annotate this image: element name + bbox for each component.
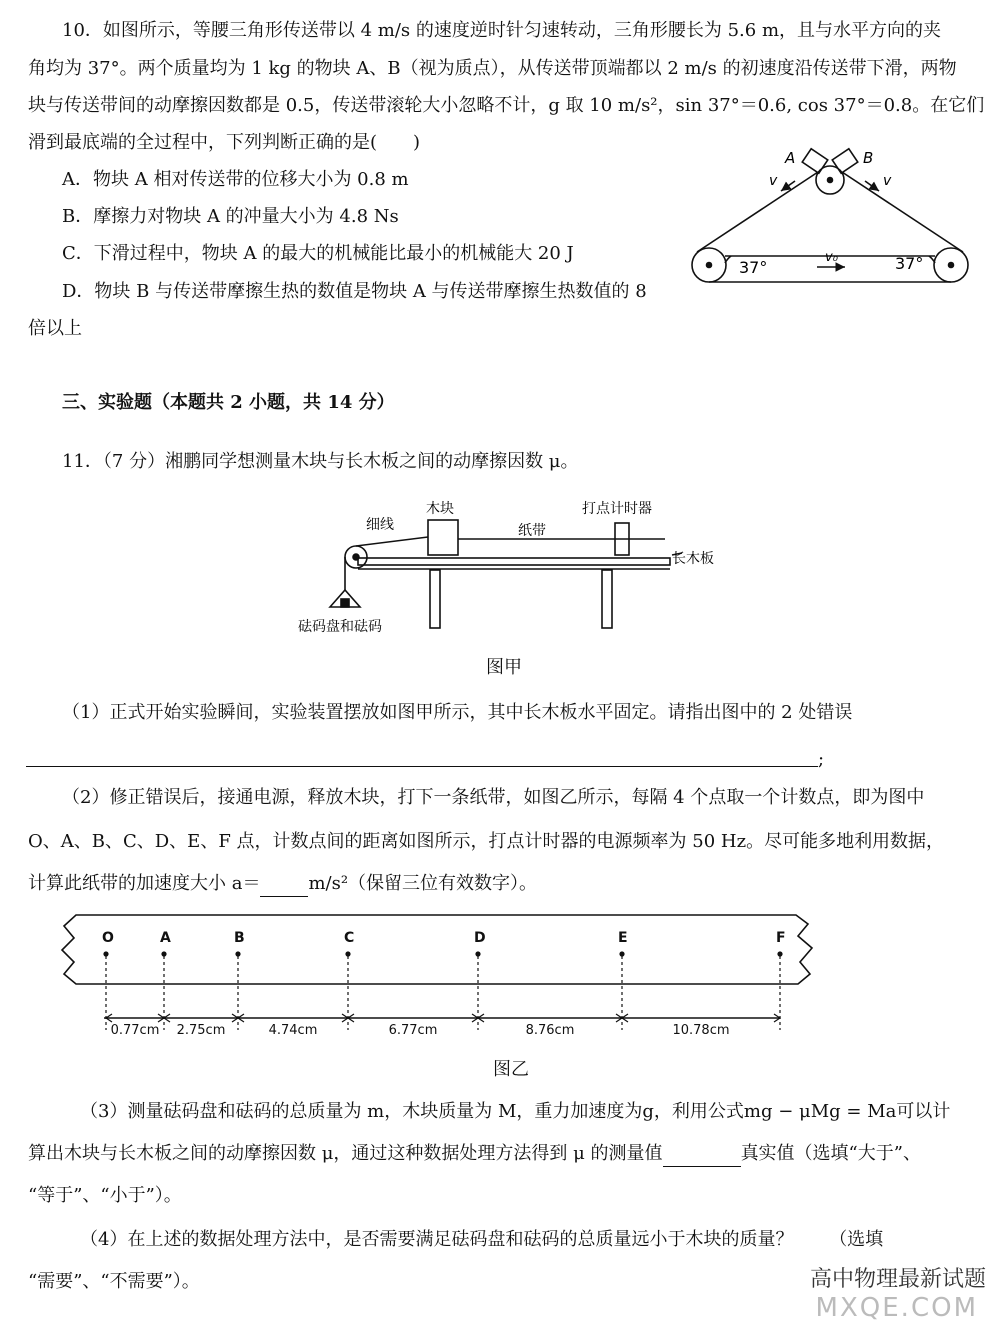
q11-p2-line3 bbox=[28, 872, 537, 897]
q11-p3-line2-a: 算出木块与长木板之间的动摩擦因数 μ，通过这种数据处理方法得到 μ 的测量值 bbox=[28, 1143, 663, 1164]
q11-p1-line1: （1）正式开始实验瞬间，实验装置摆放如图甲所示，其中长木板水平固定。请指出图中的 2 处错误 bbox=[62, 702, 853, 723]
tape-label-O: O bbox=[102, 930, 114, 946]
q11-p2-line3-b: m/s²（保留三位有效数字）。 bbox=[308, 873, 538, 894]
tape-label-B: B bbox=[234, 930, 245, 946]
table-leg-right bbox=[602, 570, 612, 628]
q11-p2-line3-a: 计算此纸带的加速度大小 a＝ bbox=[28, 873, 261, 894]
label-thread: 细线 bbox=[366, 517, 394, 533]
block-b bbox=[832, 149, 858, 173]
label-b: B bbox=[863, 149, 874, 167]
tape-distance-1: 2.75cm bbox=[176, 1023, 226, 1038]
table-leg-left bbox=[430, 570, 440, 628]
label-v-left: v bbox=[769, 173, 778, 189]
section-3-heading: 三、实验题（本题共 2 小题，共 14 分） bbox=[62, 392, 395, 413]
tape-point-A bbox=[162, 952, 166, 956]
q11-p2-line1: （2）修正错误后，接通电源，释放木块，打下一条纸带，如图乙所示，每隔 4 个点取一个计数点，即为图中 bbox=[62, 787, 925, 808]
apparatus-figure bbox=[290, 495, 730, 645]
long-board bbox=[358, 558, 670, 565]
answer-blank-1[interactable] bbox=[26, 766, 818, 767]
q11-p4-line1-text: （4）在上述的数据处理方法中，是否需要满足砝码盘和砝码的总质量远小于木块的质量？ bbox=[80, 1229, 794, 1250]
q11-p2-line2: O、A、B、C、D、E、F 点，计数点间的距离如图所示，打点计时器的电源频率为 50 Hz。尽可能多地利用数据， bbox=[28, 831, 945, 852]
q10-option-c: C．下滑过程中，物块 A 的最大的机械能比最小的机械能大 20 J bbox=[62, 243, 574, 264]
tape-distance-0: 0.77cm bbox=[110, 1023, 160, 1038]
q10-option-b: B．摩擦力对物块 A 的冲量大小为 4.8 Ns bbox=[62, 206, 399, 227]
watermark-text: 高中物理最新试题 bbox=[809, 1267, 986, 1292]
tape-figure bbox=[56, 912, 836, 1042]
label-timer: 打点计时器 bbox=[582, 501, 652, 517]
wood-block bbox=[428, 520, 458, 555]
q10-option-d-cont: 倍以上 bbox=[28, 318, 82, 339]
q10-line-3: 块与传送带间的动摩擦因数都是 0.5，传送带滚轮大小忽略不计，g 取 10 m/s²，sin 37°＝0.6, cos 37°＝0.8。在它们 bbox=[28, 95, 985, 116]
q11-p4-tail: （选填 bbox=[829, 1229, 884, 1250]
tape-label-A: A bbox=[160, 930, 171, 946]
q11-p4-line2: “需要”、“不需要”）。 bbox=[28, 1271, 200, 1292]
label-tape: 纸带 bbox=[518, 523, 546, 539]
label-v0: v₀ bbox=[825, 250, 838, 265]
block-a bbox=[802, 149, 828, 173]
tape-distance-3: 6.77cm bbox=[388, 1023, 438, 1038]
tape-point-D bbox=[476, 952, 480, 956]
q11-p3-line3: “等于”、“小于”）。 bbox=[28, 1185, 182, 1206]
tape-point-E bbox=[620, 952, 624, 956]
figure-b-caption: 图乙 bbox=[493, 1059, 529, 1080]
angle-left: 37° bbox=[739, 258, 768, 277]
tape-label-F: F bbox=[776, 930, 786, 946]
q10-option-a: A．物块 A 相对传送带的位移大小为 0.8 m bbox=[62, 169, 409, 190]
q11-intro: 11．（7 分）湘鹏同学想测量木块与长木板之间的动摩擦因数 μ。 bbox=[62, 451, 579, 472]
q11-p3-line2 bbox=[28, 1142, 921, 1167]
q10-line-2: 角均为 37°。两个质量均为 1 kg 的物块 A、B（视为质点），从传送带顶端都以 2 m/s 的初速度沿传送带下滑，两物 bbox=[28, 58, 957, 79]
watermark-site: MXQE.COM bbox=[815, 1293, 978, 1323]
q10-option-d: D．物块 B 与传送带摩擦生热的数值是物块 A 与传送带摩擦生热数值的 8 bbox=[62, 281, 647, 302]
answer-blank-accel[interactable] bbox=[260, 872, 308, 897]
q11-p4-line1 bbox=[80, 1228, 883, 1252]
q10-line-1: 10．如图所示，等腰三角形传送带以 4 m/s 的速度逆时针匀速转动，三角形腰长为 5.6 m，且与水平方向的夹 bbox=[62, 20, 942, 41]
tape-label-D: D bbox=[474, 930, 486, 946]
figure-a-caption: 图甲 bbox=[486, 657, 522, 678]
tape-distance-5: 10.78cm bbox=[672, 1023, 730, 1038]
angle-right: 37° bbox=[895, 254, 924, 273]
tape-point-B bbox=[236, 952, 240, 956]
label-a: A bbox=[785, 149, 796, 167]
left-belt bbox=[697, 172, 818, 252]
answer-blank-compare[interactable] bbox=[663, 1142, 741, 1167]
conveyor-figure bbox=[685, 145, 975, 295]
label-weights: 砝码盘和砝码 bbox=[298, 619, 382, 635]
q11-p3-line1: （3）测量砝码盘和砝码的总质量为 m，木块质量为 M，重力加速度为g，利用公式mg − μMg = Ma可以计 bbox=[80, 1101, 951, 1122]
q11-p3-line2-b: 真实值（选填“大于”、 bbox=[740, 1143, 921, 1164]
right-belt bbox=[842, 172, 963, 252]
label-v-right: v bbox=[883, 173, 892, 189]
q10-line-4: 滑到最底端的全过程中，下列判断正确的是( ) bbox=[28, 132, 421, 153]
tape-label-E: E bbox=[618, 930, 628, 946]
tape-point-C bbox=[346, 952, 350, 956]
tape-strip bbox=[62, 915, 812, 984]
tape-distance-2: 4.74cm bbox=[268, 1023, 318, 1038]
q11-p1-end: ; bbox=[818, 749, 825, 770]
tape-distance-4: 8.76cm bbox=[525, 1023, 575, 1038]
label-block: 木块 bbox=[426, 501, 454, 517]
label-board: 长木板 bbox=[672, 551, 714, 567]
tape-point-O bbox=[104, 952, 108, 956]
tape-point-F bbox=[778, 952, 782, 956]
tape-label-C: C bbox=[344, 930, 355, 946]
thread bbox=[356, 537, 428, 546]
